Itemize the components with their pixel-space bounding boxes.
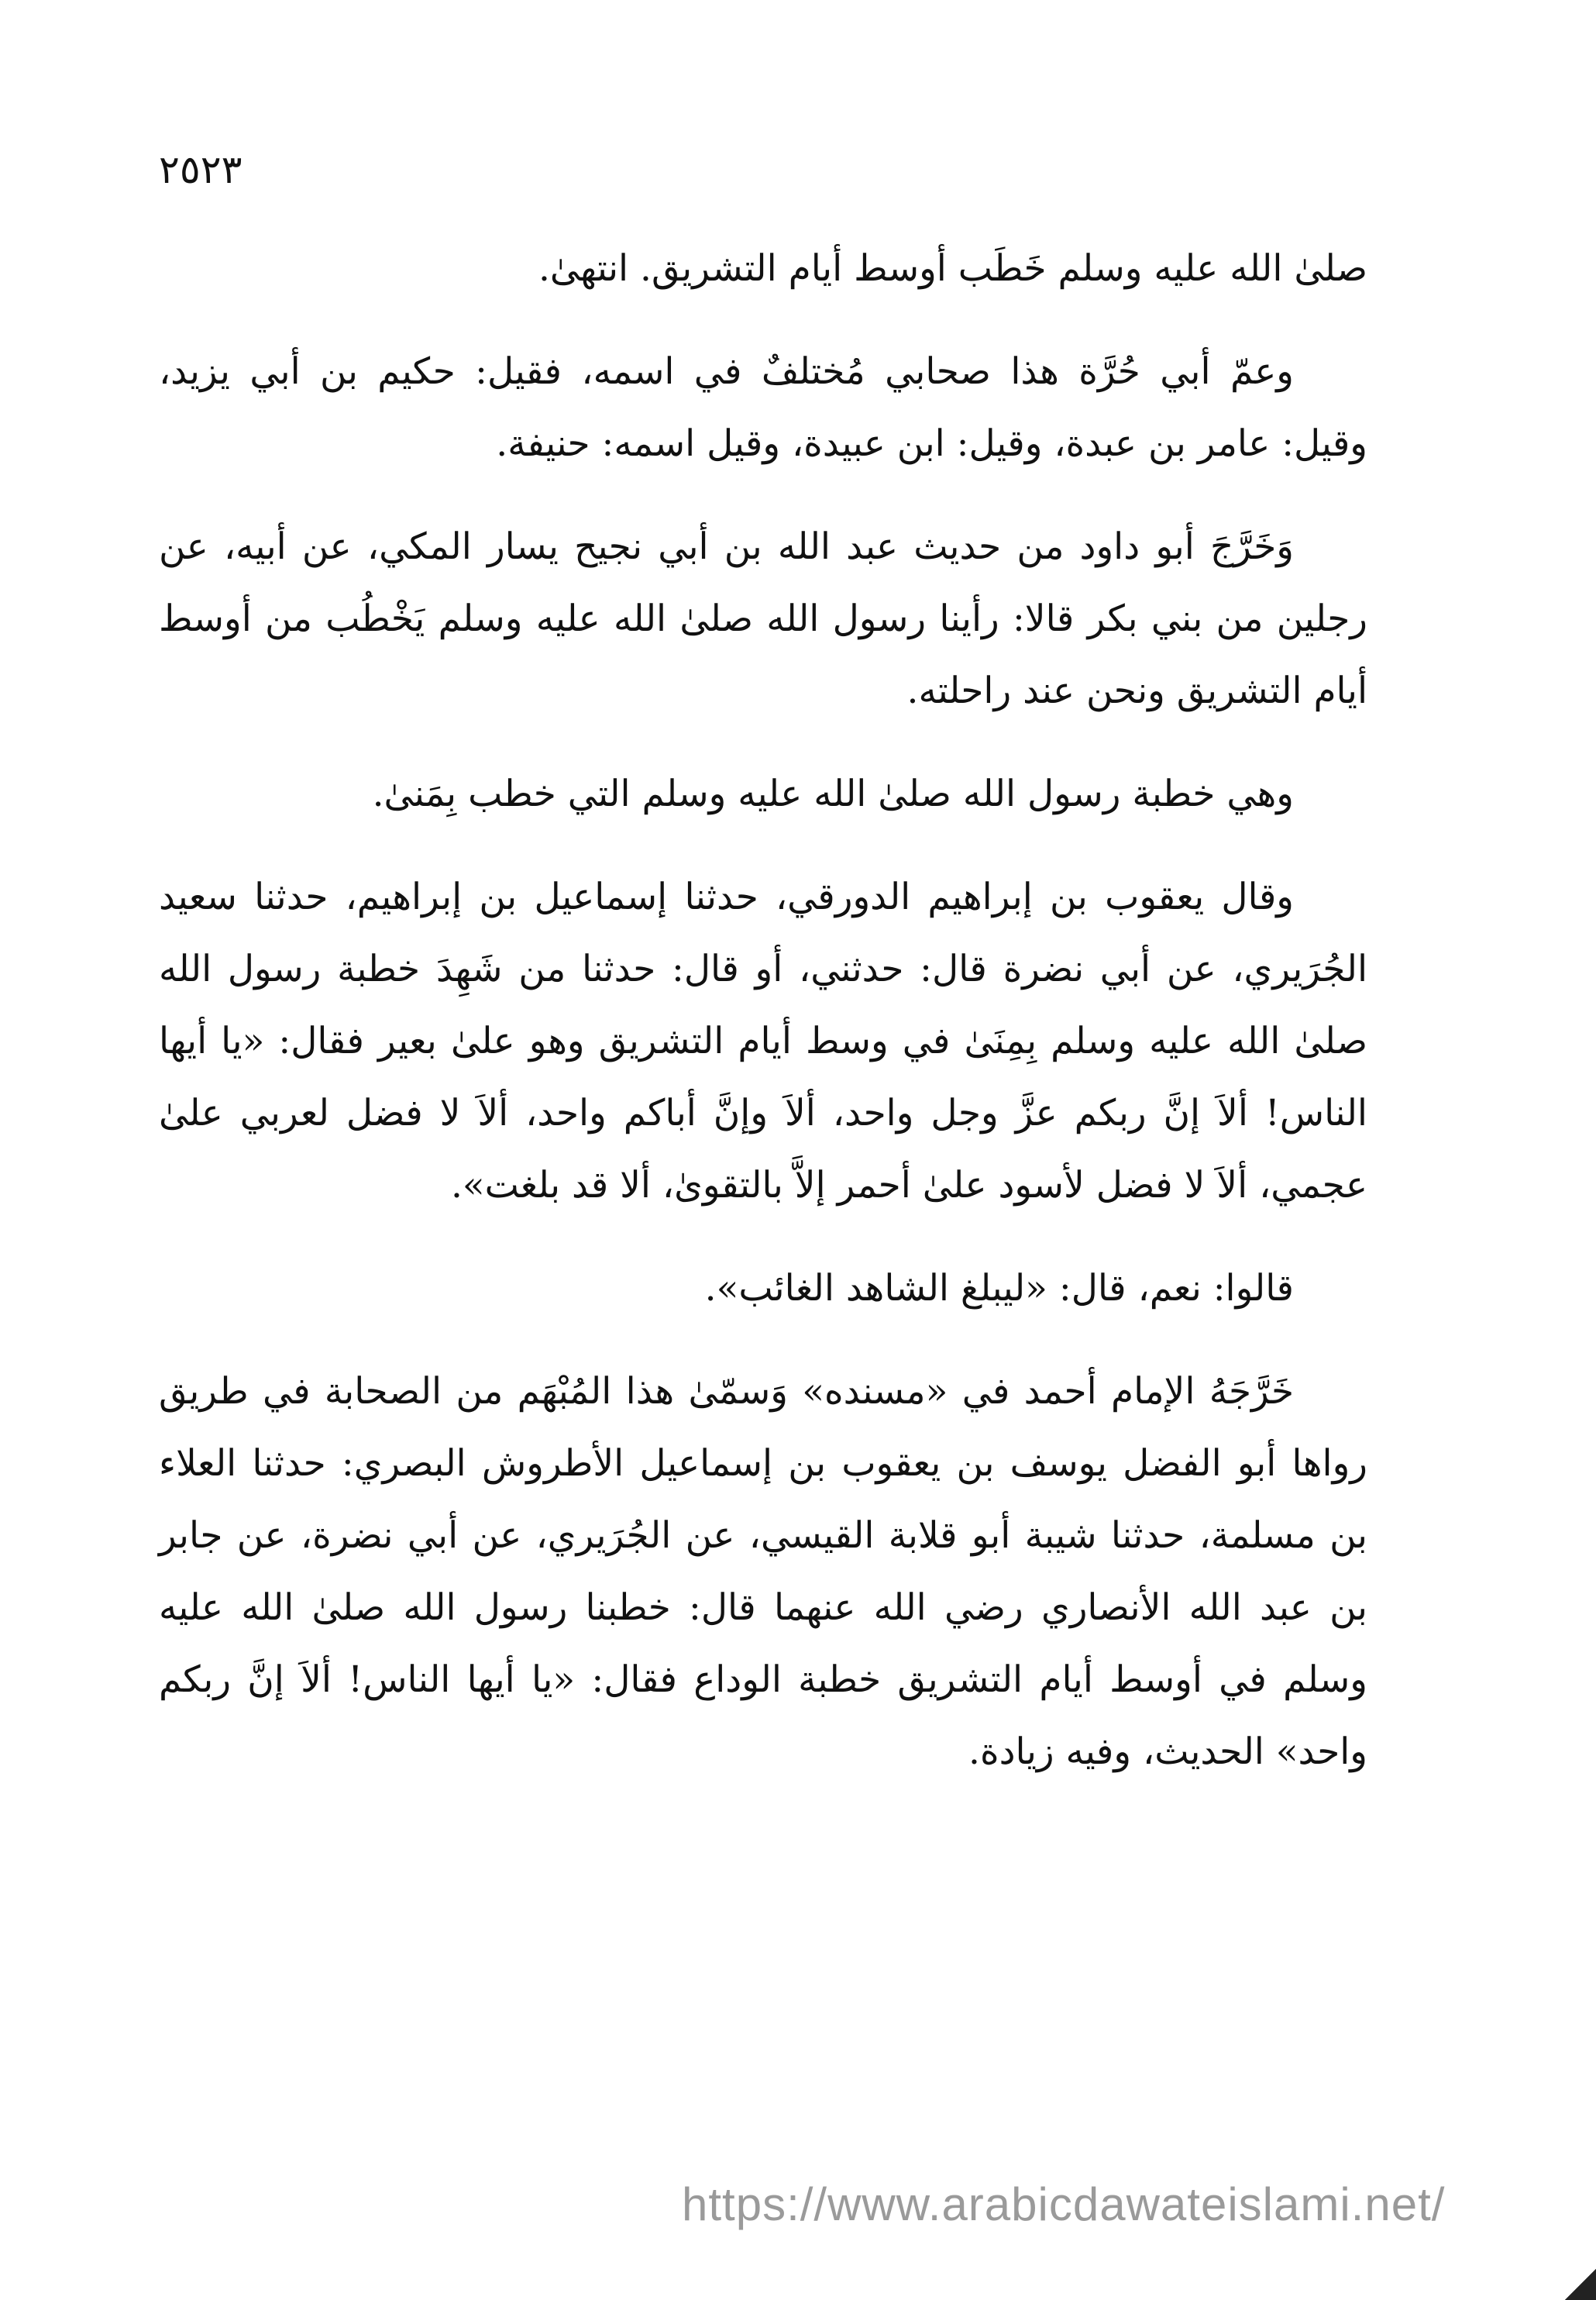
- page-corner-mark: [1565, 2269, 1596, 2300]
- paragraph-7: خَرَّجَهُ الإمام أحمد في «مسنده» وَسمّىٰ هذا المُبْهَم من الصحابة في طريق رواها أبو الفضل يوسف بن يعقوب بن إسماعيل الأطروش البصري: حدثنا العلاء بن مسلمة، حدثنا شيبة أبو قلابة القيسي، عن الجُرَيري، عن أبي نضرة، عن جابر بن عبد الله الأنصاري رضي الله عنهما قال: خطبنا رسول الله صلىٰ الله عليه وسلم في أوسط أيام التشريق خطبة الوداع فقال: «يا أيها الناس! ألاَ إنَّ ربكم واحد» الحديث، وفيه زيادة.: [159, 1370, 1367, 1773]
- paragraph-6: قالوا: نعم، قال: «ليبلغ الشاهد الغائب».: [704, 1267, 1294, 1310]
- paragraph-5: وقال يعقوب بن إبراهيم الدورقي، حدثنا إسماعيل بن إبراهيم، حدثنا سعيد الجُرَيري، عن أبي نضرة قال: حدثني، أو قال: حدثنا من شَهِدَ خطبة رسول الله صلىٰ الله عليه وسلم بِمِنَىٰ في وسط أيام التشريق وهو علىٰ بعير فقال: «يا أيها الناس! ألاَ إنَّ ربكم عزَّ وجل واحد، ألاَ وإنَّ أباكم واحد، ألاَ لا فضل لعربي علىٰ عجمي، ألاَ لا فضل لأسود علىٰ أحمر إلاَّ بالتقوىٰ، ألا قد بلغت».: [159, 876, 1367, 1207]
- paragraph-3: وَخَرَّجَ أبو داود من حديث عبد الله بن أبي نجيح يسار المكي، عن أبيه، عن رجلين من بني بكر قالا: رأينا رسول الله صلىٰ الله عليه وسلم يَخْطُب من أوسط أيام التشريق ونحن عند راحلته.: [159, 525, 1367, 712]
- paragraph-4: وهي خطبة رسول الله صلىٰ الله عليه وسلم التي خطب بِمَنىٰ.: [372, 773, 1294, 815]
- paragraph-1: صلىٰ الله عليه وسلم خَطَب أوسط أيام التشريق. انتهىٰ.: [538, 247, 1367, 290]
- page-number: ٢٥٢٣: [159, 147, 242, 192]
- paragraph-2: وعمّ أبي حُرَّة هذا صحابي مُختلفٌ في اسمه، فقيل: حكيم بن أبي يزيد، وقيل: عامر بن عبدة، وقيل: ابن عبيدة، وقيل اسمه: حنيفة.: [159, 350, 1367, 465]
- watermark-url: https://www.arabicdawateislami.net/: [682, 2178, 1446, 2230]
- document-body: [159, 232, 1367, 1819]
